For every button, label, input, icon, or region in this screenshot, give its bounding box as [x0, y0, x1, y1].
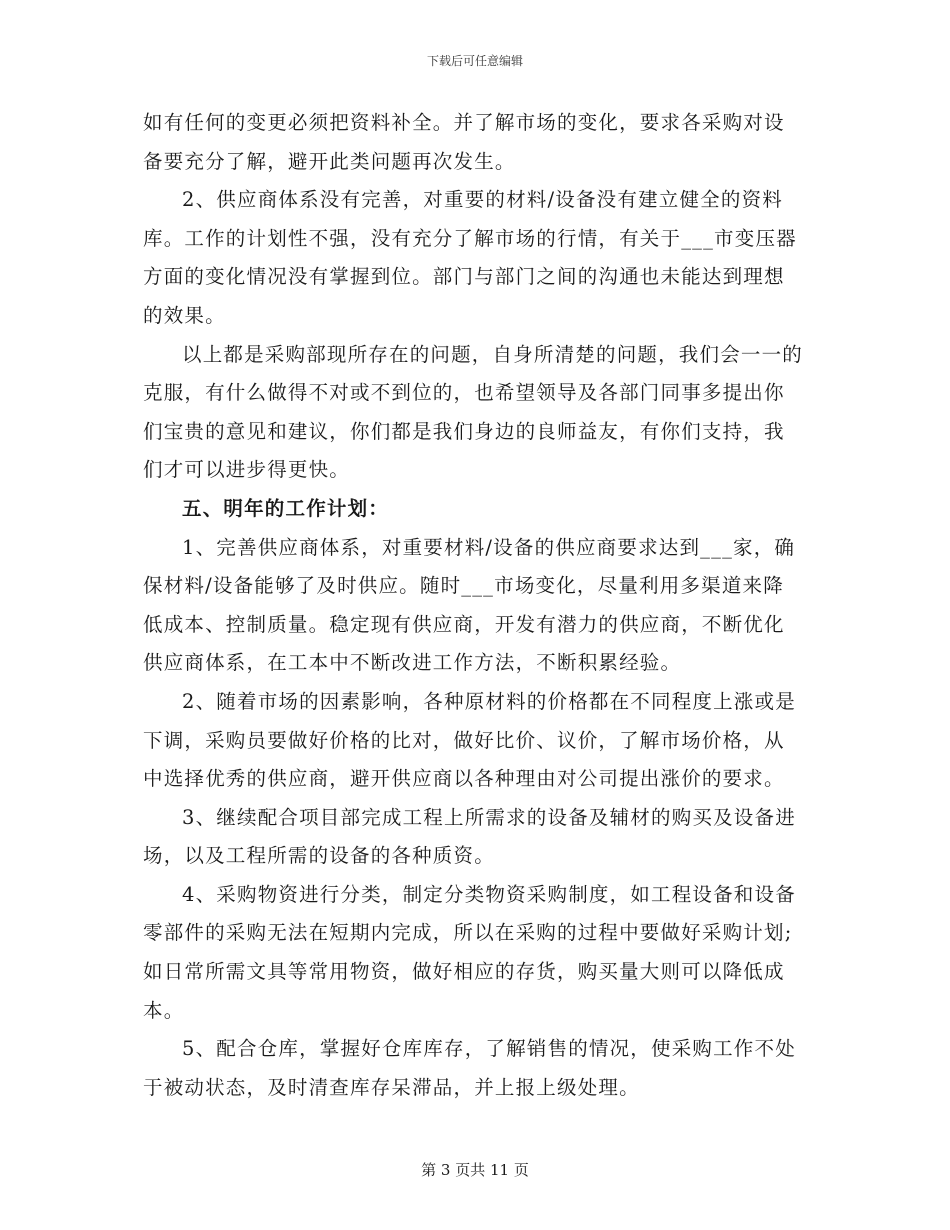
- paragraph-plan-2: 2、随着市场的因素影响，各种原材料的价格都在不同程度上涨或是下调，采购员要做好价格的比对，做好比价、议价，了解市场价格，从中选择优秀的供应商，避开供应商以各种理由对公司提出涨价的要求。: [143, 689, 796, 791]
- page-footer: 第 3 页共 11 页: [421, 1161, 529, 1179]
- paragraph-plan-1: 1、完善供应商体系，对重要材料/设备的供应商要求达到___家，确保材料/设备能够了及时供应。随时___市场变化，尽量利用多渠道来降低成本、控制质量。稳定现有供应商，开发有潜力的供应商，不断优化供应商体系，在工本中不断改进工作方法，不断积累经验。: [143, 535, 796, 675]
- paragraph-plan-3: 3、继续配合项目部完成工程上所需求的设备及辅材的购买及设备进场，以及工程所需的设备的各种质资。: [143, 805, 796, 868]
- document-body: [143, 104, 803, 1107]
- paragraph-continuation: 如有任何的变更必须把资料补全。并了解市场的变化，要求各采购对设备要充分了解，避开此类问题再次发生。: [143, 111, 785, 173]
- section-heading-next-year-plan: 五、明年的工作计划：: [182, 496, 390, 520]
- paragraph-summary: 以上都是采购部现所存在的问题，自身所清楚的问题，我们会一一的克服，有什么做得不对或不到位的，也希望领导及各部门同事多提出你们宝贵的意见和建议，你们都是我们身边的良师益友，有你们支持，我们才可以进步得更快。: [143, 342, 804, 482]
- paragraph-plan-4: 4、采购物资进行分类，制定分类物资采购制度，如工程设备和设备零部件的采购无法在短期内完成，所以在采购的过程中要做好采购计划;如日常所需文具等常用物资，做好相应的存货，购买量大则可以降低成本。: [143, 882, 796, 1022]
- paragraph-plan-5: 5、配合仓库，掌握好仓库库存，了解销售的情况，使采购工作不处于被动状态，及时清查库存呆滞品，并上报上级处理。: [143, 1037, 796, 1099]
- page-header: 下载后可任意编辑: [426, 54, 523, 68]
- paragraph-issue-2: 2、供应商体系没有完善，对重要的材料/设备没有建立健全的资料库。工作的计划性不强，没有充分了解市场的行情，有关于___市变压器方面的变化情况没有掌握到位。部门与部门之间的沟通也未能达到理想的效果。: [143, 188, 797, 327]
